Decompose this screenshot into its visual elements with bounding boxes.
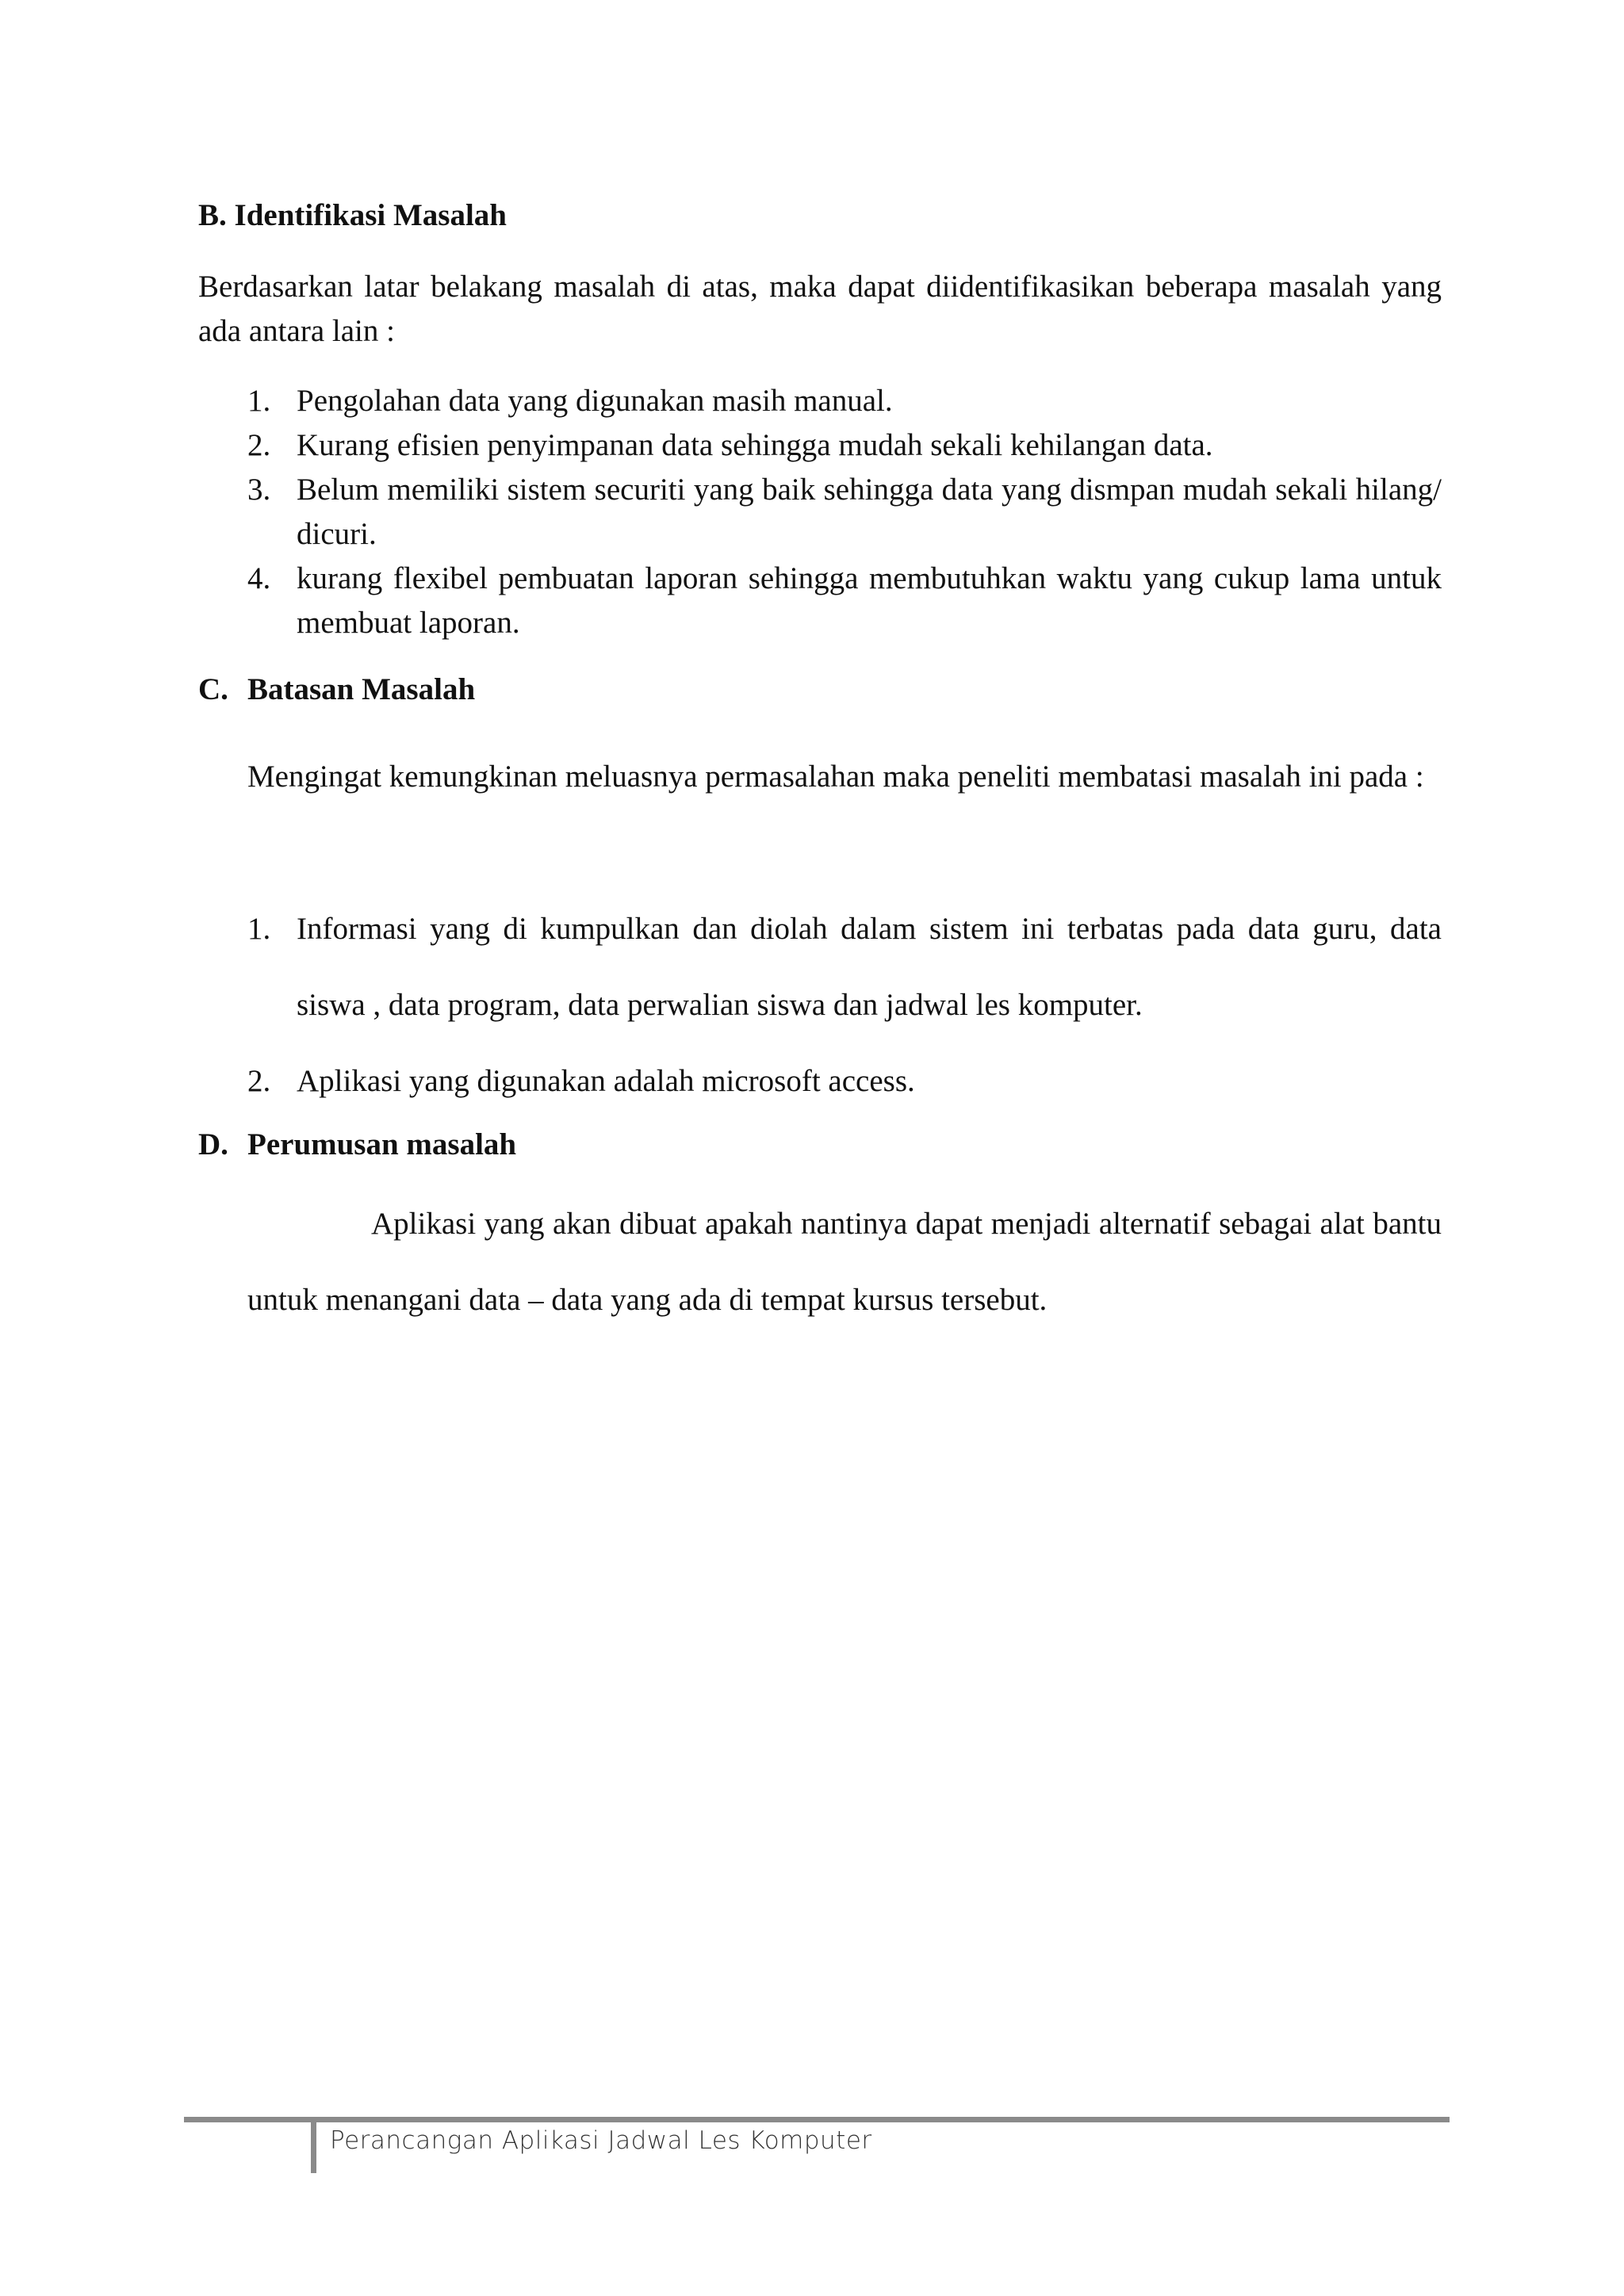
list-identifikasi xyxy=(247,379,1442,645)
list-item-text: kurang flexibel pembuatan laporan sehingga membutuhkan waktu yang cukup lama untuk membuat laporan. xyxy=(297,561,1442,640)
list-item-number: 1. xyxy=(247,912,271,946)
footer-title: Perancangan Aplikasi Jadwal Les Komputer xyxy=(330,2126,872,2155)
paragraph-perumusan: Aplikasi yang akan dibuat apakah nantinya dapat menjadi alternatif sebagai alat bantu untuk menangani data – data yang ada di tempat kursus tersebut. xyxy=(247,1207,1442,1317)
list-item-text: Pengolahan data yang digunakan masih manual. xyxy=(297,384,893,418)
list-item-text: Kurang efisien penyimpanan data sehingga mudah sekali kehilangan data. xyxy=(297,428,1213,462)
list-item-text: Aplikasi yang digunakan adalah microsoft access. xyxy=(297,1064,915,1098)
list-item-number: 2. xyxy=(247,1064,271,1098)
list-item xyxy=(247,1043,1442,1119)
paragraph-identifikasi-intro: Berdasarkan latar belakang masalah di atas, maka dapat diidentifikasikan beberapa masalah yang ada antara lain : xyxy=(198,270,1442,348)
heading-title: Batasan Masalah xyxy=(247,672,476,706)
list-item xyxy=(247,557,1442,645)
list-item-text: Belum memiliki sistem securiti yang baik sehingga data yang dismpan mudah sekali hilang/ dicuri. xyxy=(297,473,1442,551)
list-item xyxy=(247,379,1442,423)
list-batasan xyxy=(247,891,1442,1119)
heading-letter: D. xyxy=(198,1127,228,1161)
list-item-number: 1. xyxy=(247,384,271,418)
footer-rule xyxy=(184,2117,1450,2122)
heading-identifikasi-masalah: B. Identifikasi Masalah xyxy=(198,198,507,232)
list-item xyxy=(247,423,1442,468)
heading-batasan-masalah xyxy=(198,671,475,709)
list-item xyxy=(247,468,1442,557)
list-item-text: Informasi yang di kumpulkan dan diolah dalam sistem ini terbatas pada data guru, data siswa , data program, data perwalian siswa dan jadwal les komputer. xyxy=(297,912,1442,1022)
heading-letter: C. xyxy=(198,672,228,706)
list-item-number: 3. xyxy=(247,473,271,507)
footer-vertical-bar xyxy=(311,2122,316,2173)
list-item-number: 2. xyxy=(247,428,271,462)
heading-perumusan-masalah xyxy=(198,1126,516,1164)
list-item xyxy=(247,891,1442,1043)
heading-title: Perumusan masalah xyxy=(247,1127,517,1161)
list-item-number: 4. xyxy=(247,561,271,595)
paragraph-batasan-intro: Mengingat kemungkinan meluasnya permasalahan maka peneliti membatasi masalah ini pada : xyxy=(247,760,1424,794)
